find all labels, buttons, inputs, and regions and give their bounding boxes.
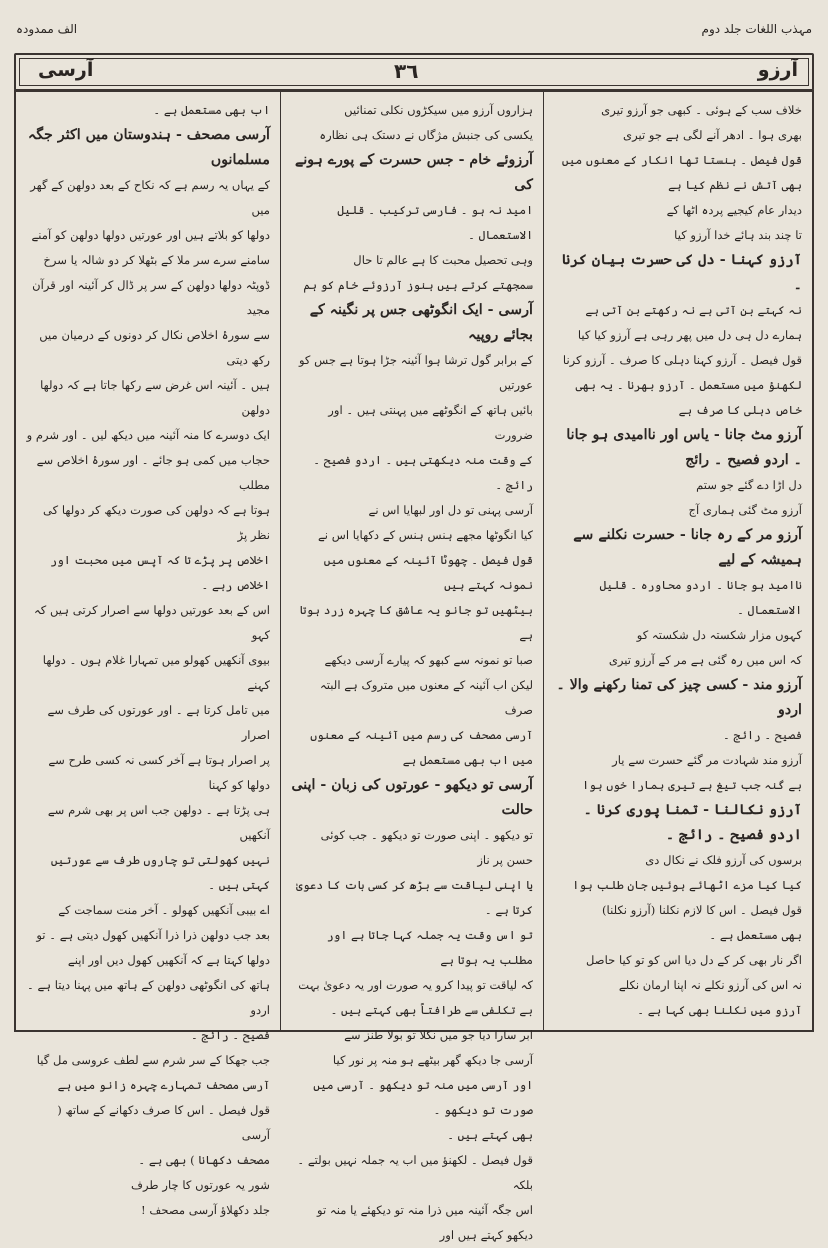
text-line: یکسی کی جنبش مژگاں نے دستک ہی نظارہ [319, 128, 533, 142]
text-line: بائیں ہاتھ کے انگوٹھے میں پہنتی ہیں ۔ اور ضرورت [328, 403, 533, 442]
text-line: ہیں ۔ آئینہ اس غرض سے رکھا جاتا ہے کہ دولھا دولھن [40, 378, 270, 417]
text-line: آرسی جا دیکھ گھر بیٹھے ہو منہ پر نور کیا [332, 1053, 533, 1067]
text-line: ایک دوسرے کا منہ آئینہ میں دیکھ لیں ۔ اور شرم و [26, 428, 270, 442]
text-line: کہ لیاقت تو پیدا کرو یہ صورت اور یہ دعویٰ بہت [298, 978, 533, 992]
page-number: ٣٦ [394, 59, 419, 83]
text-line: مصحف دکھانا ) بھی ہے ۔ [138, 1153, 270, 1167]
text-line: آرزو مند - کسی چیز کی تمنا رکھنے والا ۔ اردو [556, 677, 802, 718]
text-columns [14, 90, 814, 1242]
text-line: تو دیکھو ۔ اپنی صورت تو دیکھو ۔ جب کوئی حسن پر ناز [320, 828, 533, 867]
text-line: کے یہاں یہ رسم ہے کہ نکاح کے بعد دولھن کے گھر میں [30, 178, 270, 217]
text-line: بے تکلفی سے طرافتاً بھی کہتے ہیں ۔ [330, 1003, 533, 1017]
text-line: آرسی - ایک انگوٹھی جس پر نگینہ کے بجائے روپیہ [309, 302, 533, 343]
text-line: خلاف سب کے ہوئی ۔ کبھی جو آرزو تیری [601, 103, 802, 117]
text-line: شور یہ عورتوں کا چار طرف [131, 1178, 270, 1192]
text-line: آرسی تو دیکھو - عورتوں کی زبان - اپنی حالت [291, 777, 533, 818]
text-line: فصیح ۔ رائج ۔ [723, 728, 802, 742]
text-line: ہاتھ کی انگوٹھی دولھن کے ہاتھ میں پہنا دیتا ہے ۔ اردو [26, 978, 270, 1017]
text-line: حجاب میں کمی ہو جائے ۔ اور سورۂ اخلاص سے مطلب [36, 453, 270, 492]
text-line: جب جھکا کے سر شرم سے لطف عروسی مل گیا [36, 1053, 270, 1067]
text-line: صبا تو نمونہ سے کبھو کہ پیارے آرسی دیکھے [324, 653, 533, 667]
column-right [544, 92, 812, 1030]
text-line: سمجھتے کرتے ہیں ہنوز آرزوئے خام کو ہم [303, 278, 533, 292]
text-line: اخلاص پر پڑے تا کہ آپس میں محبت اور اخلاص رہے ۔ [50, 553, 270, 592]
text-line: قول فیصل ۔ ہنستا تھا انکار کے معنوں میں بھی آتش نے نظم کیا ہے [561, 153, 802, 192]
column-left [16, 92, 280, 1217]
text-line: ہزاروں آرزو میں سیکڑوں نکلی تمنائیں [344, 103, 533, 117]
text-line: پر اصرار ہوتا ہے آخر کسی نہ کسی طرح سے دولھا کو کہنا [48, 753, 270, 792]
text-line: کہ اس میں رہ گئی ہے مر کے آرزو تیری [608, 653, 802, 667]
text-line: سے سورۂ اخلاص نکال کر دونوں کے درمیان میں رکھ دیتی [39, 328, 270, 367]
last-headword: آرسی [38, 59, 94, 81]
text-line: آرسی مصحف کی رسم میں آئینہ کے معنوں میں اب بھی مستعمل ہے [310, 728, 533, 767]
text-line: آرسی مصحف تمہارے چہرہ زانو میں ہے [57, 1078, 270, 1092]
text-line: اس جگہ آئینہ میں ذرا منہ تو دیکھئے یا منہ تو دیکھو کہتے ہیں اور [317, 1203, 533, 1242]
column-middle [280, 92, 544, 1242]
text-line: آرسی مصحف - ہندوستان میں اکثر جگہ مسلمانوں [28, 127, 270, 168]
text-line: اگر نار بھی کر کے دل دیا اس کو تو کیا حاصل [586, 953, 802, 967]
text-line: کہوں مزار شکستہ دل شکستہ کو [636, 628, 802, 642]
text-line: ناامید ہو جانا ۔ اردو محاورہ ۔ قلیل الاستعمال ۔ [599, 578, 802, 617]
text-line: کیا کیا مزے اٹھائے ہوئیں جان طلب ہوا [572, 878, 802, 892]
text-line: قول فیصل ۔ لکھنؤ میں اب یہ جملہ نہیں بولتے ۔ بلکہ [297, 1153, 533, 1192]
text-line: تا چند بند ہائے خدا آرزو کیا [674, 228, 802, 242]
text-line: بے گنہ جب تیغ ہے تیری ہمارا خوں ہوا [582, 778, 802, 792]
text-line: تو اس وقت یہ جملہ کہا جاتا ہے اور مطلب یہ ہوتا ہے [326, 928, 533, 967]
text-line: اب بھی مستعمل ہے ۔ [153, 103, 270, 117]
text-line: آرزو مٹ گئی ہماری آج [688, 503, 802, 517]
text-line: بیوی آنکھیں کھولو میں تمہارا غلام ہوں ۔ دولھا کہنے [42, 653, 270, 692]
text-line: نہ اس کی آرزو نکلے نہ اپنا ارمان نکلے [618, 978, 802, 992]
text-line: بعد جب دولھن ذرا ذرا آنکھیں کھول دیتی ہے ۔ تو [36, 928, 270, 942]
text-line: آرزو نکالنا - تمنا پوری کرنا ۔ اردو فصیح ۔ رائج ۔ [583, 802, 802, 843]
text-line: ہی پڑتا ہے ۔ دولھن جب اس پر بھی شرم سے آنکھیں [47, 803, 270, 842]
text-line: امید نہ ہو ۔ فارسی ترکیب ۔ قلیل الاستعمال ۔ [337, 203, 533, 242]
text-line: دیدار عام کیجیے پردہ اٹھا کے [666, 203, 802, 217]
text-line: فصیح ۔ رائج ۔ [191, 1028, 270, 1042]
text-line: بھی کہتے ہیں ۔ [447, 1128, 533, 1142]
text-line: بھری ہوا ۔ ادھر آنے لگی ہے جو تیری [623, 128, 802, 142]
first-headword: آرزو [757, 59, 798, 81]
text-line: قول فیصل ۔ اس کا لازم نکلنا (آرزو نکلنا) [602, 903, 802, 917]
section-title: الف ممدودہ [16, 22, 78, 36]
text-line: اس کے بعد عورتیں دولھا سے اصرار کرتی ہیں کہ کہو [33, 603, 270, 642]
text-line: نہ کہتے بن آتی ہے نہ رکھتے بن آتی ہے [585, 303, 802, 317]
text-line: لیکن اب آئینہ کے معنوں میں متروک ہے البتہ صرف [320, 678, 533, 717]
text-line: دولھا کہتا ہے کہ آنکھیں کھول دیں اور اپنے [67, 953, 270, 967]
text-line: آرزوئے خام - جس حسرت کے پورے ہونے کی [295, 152, 533, 193]
running-head [16, 22, 812, 44]
text-line: سامنے سرے سر ملا کے بٹھلا کر دو شالہ یا سرخ [43, 253, 270, 267]
text-line: ابر سارا دیا جو میں نکلا تو بولا طنز سے [344, 1028, 533, 1042]
text-line: ہمارے دل ہی دل میں پھر رہی ہے آرزو کیا کیا [577, 328, 802, 342]
text-line: قول فیصل ۔ آرزو کہنا دہلی کا صرف ۔ آرزو کرنا [562, 353, 802, 367]
text-line: برسوں کی آرزو فلک نے نکال دی [645, 853, 802, 867]
text-line: میں تامل کرتا ہے ۔ اور عورتوں کی طرف سے اصرار [47, 703, 270, 742]
text-line: کے برابر گول ترشا ہوا آئینہ جڑا ہوتا ہے جس کو عورتیں [298, 353, 533, 392]
text-line: وہی تحصیل محبت کا ہے عالم تا حال [353, 253, 533, 267]
text-line: آرزو مند شہادت مر گئے حسرت سے یار [612, 753, 802, 767]
title-band [14, 53, 814, 91]
text-line: آرزو میں نکلنا بھی کہا ہے ۔ [637, 1003, 802, 1017]
text-line: قول فیصل ۔ چھوٹا آئینہ کے معنوں میں نمونہ کہتے ہیں [323, 553, 533, 592]
text-line: بھی مستعمل ہے ۔ [709, 928, 802, 942]
text-line: آرزو مٹ جانا - یاس اور ناامیدی ہو جانا ۔ اردو فصیح ۔ رائج [566, 427, 802, 468]
text-line: کیا انگوٹھا مجھے ہنس ہنس کے دکھایا اس نے [318, 528, 533, 542]
text-line: ڈوپٹہ دولھا دولھن کے سر پر ڈال کر آئینہ اور قرآن مجید [32, 278, 270, 317]
text-line: جلد دکھلاؤ آرسی مصحف ! [141, 1203, 270, 1217]
text-line: اور آرسی میں منہ تو دیکھو ۔ آرسی میں صورت تو دیکھو ۔ [313, 1078, 533, 1117]
book-title: مہذب اللغات جلد دوم [701, 22, 812, 36]
text-line: کے وقت منہ دیکھتی ہیں ۔ اردو فصیح ۔ رائج ۔ [313, 453, 533, 492]
text-line: اے بیبی آنکھیں کھولو ۔ آخر منت سماجت کے [58, 903, 270, 917]
text-line: یا اپنی لیاقت سے بڑھ کر کسی بات کا دعویٰ کرتا ہے ۔ [296, 878, 533, 917]
text-line: دل اڑا دے گئے جو ستم [696, 478, 802, 492]
text-line: بیٹھیں تو جانو یہ عاشق کا چہرہ زرد ہوتا ہے [299, 603, 533, 642]
text-line: آرسی پہنی تو دل اور لبھایا اس نے [368, 503, 533, 517]
text-line: آرزو کہنا - دل کی حسرت بیان کرنا ۔ [562, 252, 802, 293]
text-line: ہوتا ہے کہ دولھن کی صورت دیکھ کر دولھا کی نظر پڑ [43, 503, 270, 542]
text-line: آرزو مر کے رہ جانا - حسرت نکلنے سے ہمیشہ کے لیے [573, 527, 802, 568]
text-line: قول فیصل ۔ اس کا صرف دکھانے کے ساتھ ( آرسی [57, 1103, 270, 1142]
text-line: لکھنؤ میں مستعمل ۔ آرزو بھرنا ۔ یہ بھی خاص دہلی کا صرف ہے [575, 378, 802, 417]
text-line: نہیں کھولتی تو چاروں طرف سے عورتیں کہتی ہیں ۔ [50, 853, 270, 892]
text-line: دولھا کو بلاتے ہیں اور عورتیں دولھا دولھن کو آمنے [31, 228, 270, 242]
